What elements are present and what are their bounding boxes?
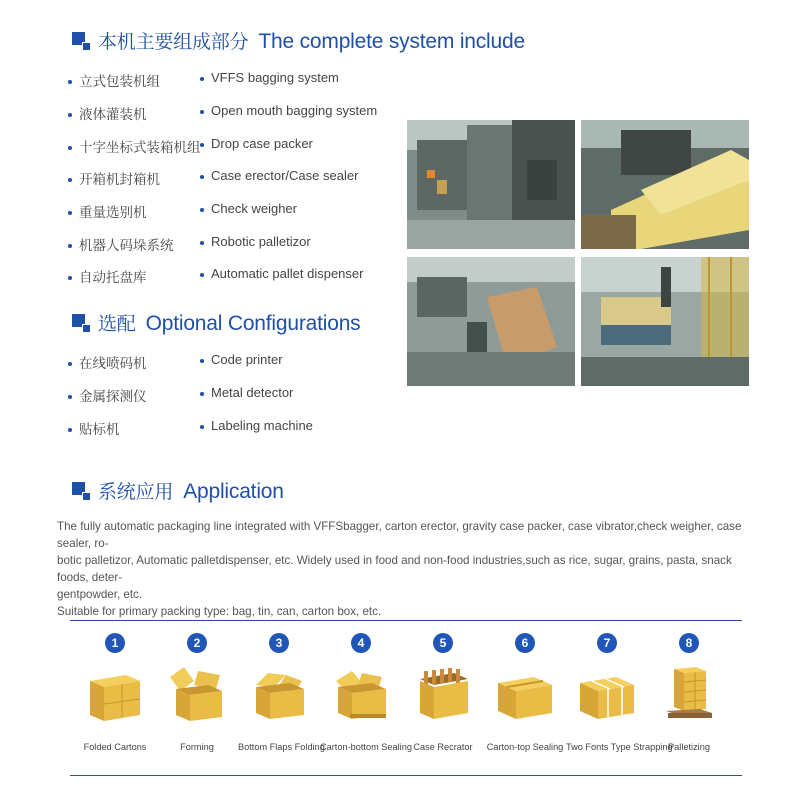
bullet-icon [200,273,204,277]
process-step [320,621,412,752]
system-item-en: VFFS bagging system [200,70,339,85]
system-item-en: Automatic pallet dispenser [200,266,363,281]
forming-box-icon [164,659,230,725]
bullet-icon [200,175,204,179]
step-label: Case Recrator [413,742,473,752]
bullet-icon [200,208,204,212]
step-number-badge: 4 [351,633,371,653]
system-item-en: Case erector/Case sealer [200,168,358,183]
system-item-zh: 十字坐标式装箱机组 [68,136,201,156]
bullet-icon [200,77,204,81]
process-step [648,621,730,752]
pallet-stack-icon [656,659,722,725]
bullet-icon [200,392,204,396]
bullet-icon [68,244,72,248]
section-title: 系统应用 Application [98,480,284,503]
carton-bottom-sealing-icon [328,659,394,725]
process-step [484,621,566,752]
system-item-zh: 液体灌装机 [68,103,147,123]
step-number-badge: 2 [187,633,207,653]
step-label: Carton-top Sealing [486,742,564,752]
system-item-en: Robotic palletizor [200,234,311,249]
application-text-line: The fully automatic packaging line integrated with VFFSbagger, carton erector, gravity case packer, case vibrator,check weigher, case sealer, ro- [57,520,742,550]
step-label: Carton-bottom Sealing [320,742,412,752]
process-step [156,621,238,752]
step-label: Forming [180,742,214,752]
optional-item-en: Code printer [200,352,283,367]
bullet-icon [200,359,204,363]
section-header-system [72,27,525,54]
step-label: Palletizing [668,742,710,752]
process-step [74,621,156,752]
step-number-badge: 1 [105,633,125,653]
system-item-en: Open mouth bagging system [200,103,377,118]
bullet-icon [68,80,72,84]
step-number-badge: 6 [515,633,535,653]
system-item-zh: 机器人码垛系统 [68,234,174,254]
bullet-icon [68,276,72,280]
process-step [566,621,673,752]
optional-item-en: Metal detector [200,385,293,400]
step-number-badge: 7 [597,633,617,653]
section-square-icon [72,32,90,50]
step-label: Bottom Flaps Folding [238,742,325,752]
bullet-icon [200,241,204,245]
process-strip [70,620,742,776]
optional-item-zh: 金属探测仪 [68,385,147,405]
photo-case-erector [407,257,575,386]
bottom-flaps-folding-icon [246,659,312,725]
step-number-badge: 3 [269,633,289,653]
bullet-icon [68,146,72,150]
application-text-line: botic palletizor, Automatic palletdispenser, etc. Widely used in food and non-food industries,such as rice, sugar, grains, pasta, snack foods, deter- [57,554,732,584]
process-step [402,621,484,752]
system-item-zh: 立式包装机组 [68,70,160,90]
system-item-zh: 开箱机封箱机 [68,168,160,188]
application-text-line: Suitable for primary packing type: bag, tin, can, carton box, etc. [57,605,382,618]
folded-cartons-icon [82,659,148,725]
bullet-icon [68,113,72,117]
system-item-en: Drop case packer [200,136,313,151]
bullet-icon [200,110,204,114]
bullet-icon [68,428,72,432]
step-label: Folded Cartons [83,742,147,752]
photo-case-packer [581,120,749,249]
carton-top-sealing-icon [492,659,558,725]
optional-item-zh: 在线喷码机 [68,352,147,372]
bullet-icon [68,178,72,182]
photo-vffs-machine [407,120,575,249]
bullet-icon [200,425,204,429]
optional-item-en: Labeling machine [200,418,313,433]
bullet-icon [68,362,72,366]
section-title: 选配 Optional Configurations [98,312,361,335]
step-number-badge: 8 [679,633,699,653]
section-header-optional [72,309,360,336]
process-step [238,621,325,752]
bullet-icon [68,211,72,215]
machine-photo-grid [407,120,749,386]
bullet-icon [200,143,204,147]
step-number-badge: 5 [433,633,453,653]
section-header-application [72,477,284,504]
application-text-line: gentpowder, etc. [57,588,143,601]
system-item-zh: 重量选别机 [68,201,147,221]
step-label: Two Fonts Type Strapping [566,742,673,752]
section-square-icon [72,314,90,332]
system-item-en: Check weigher [200,201,297,216]
photo-robotic-palletizer [581,257,749,386]
section-title: 本机主要组成部分 The complete system include [98,30,525,53]
system-item-zh: 自动托盘库 [68,266,147,286]
application-description [57,518,757,620]
bullet-icon [68,395,72,399]
optional-item-zh: 贴标机 [68,418,120,438]
section-square-icon [72,482,90,500]
case-recrator-icon [410,659,476,725]
strapping-box-icon [574,659,640,725]
